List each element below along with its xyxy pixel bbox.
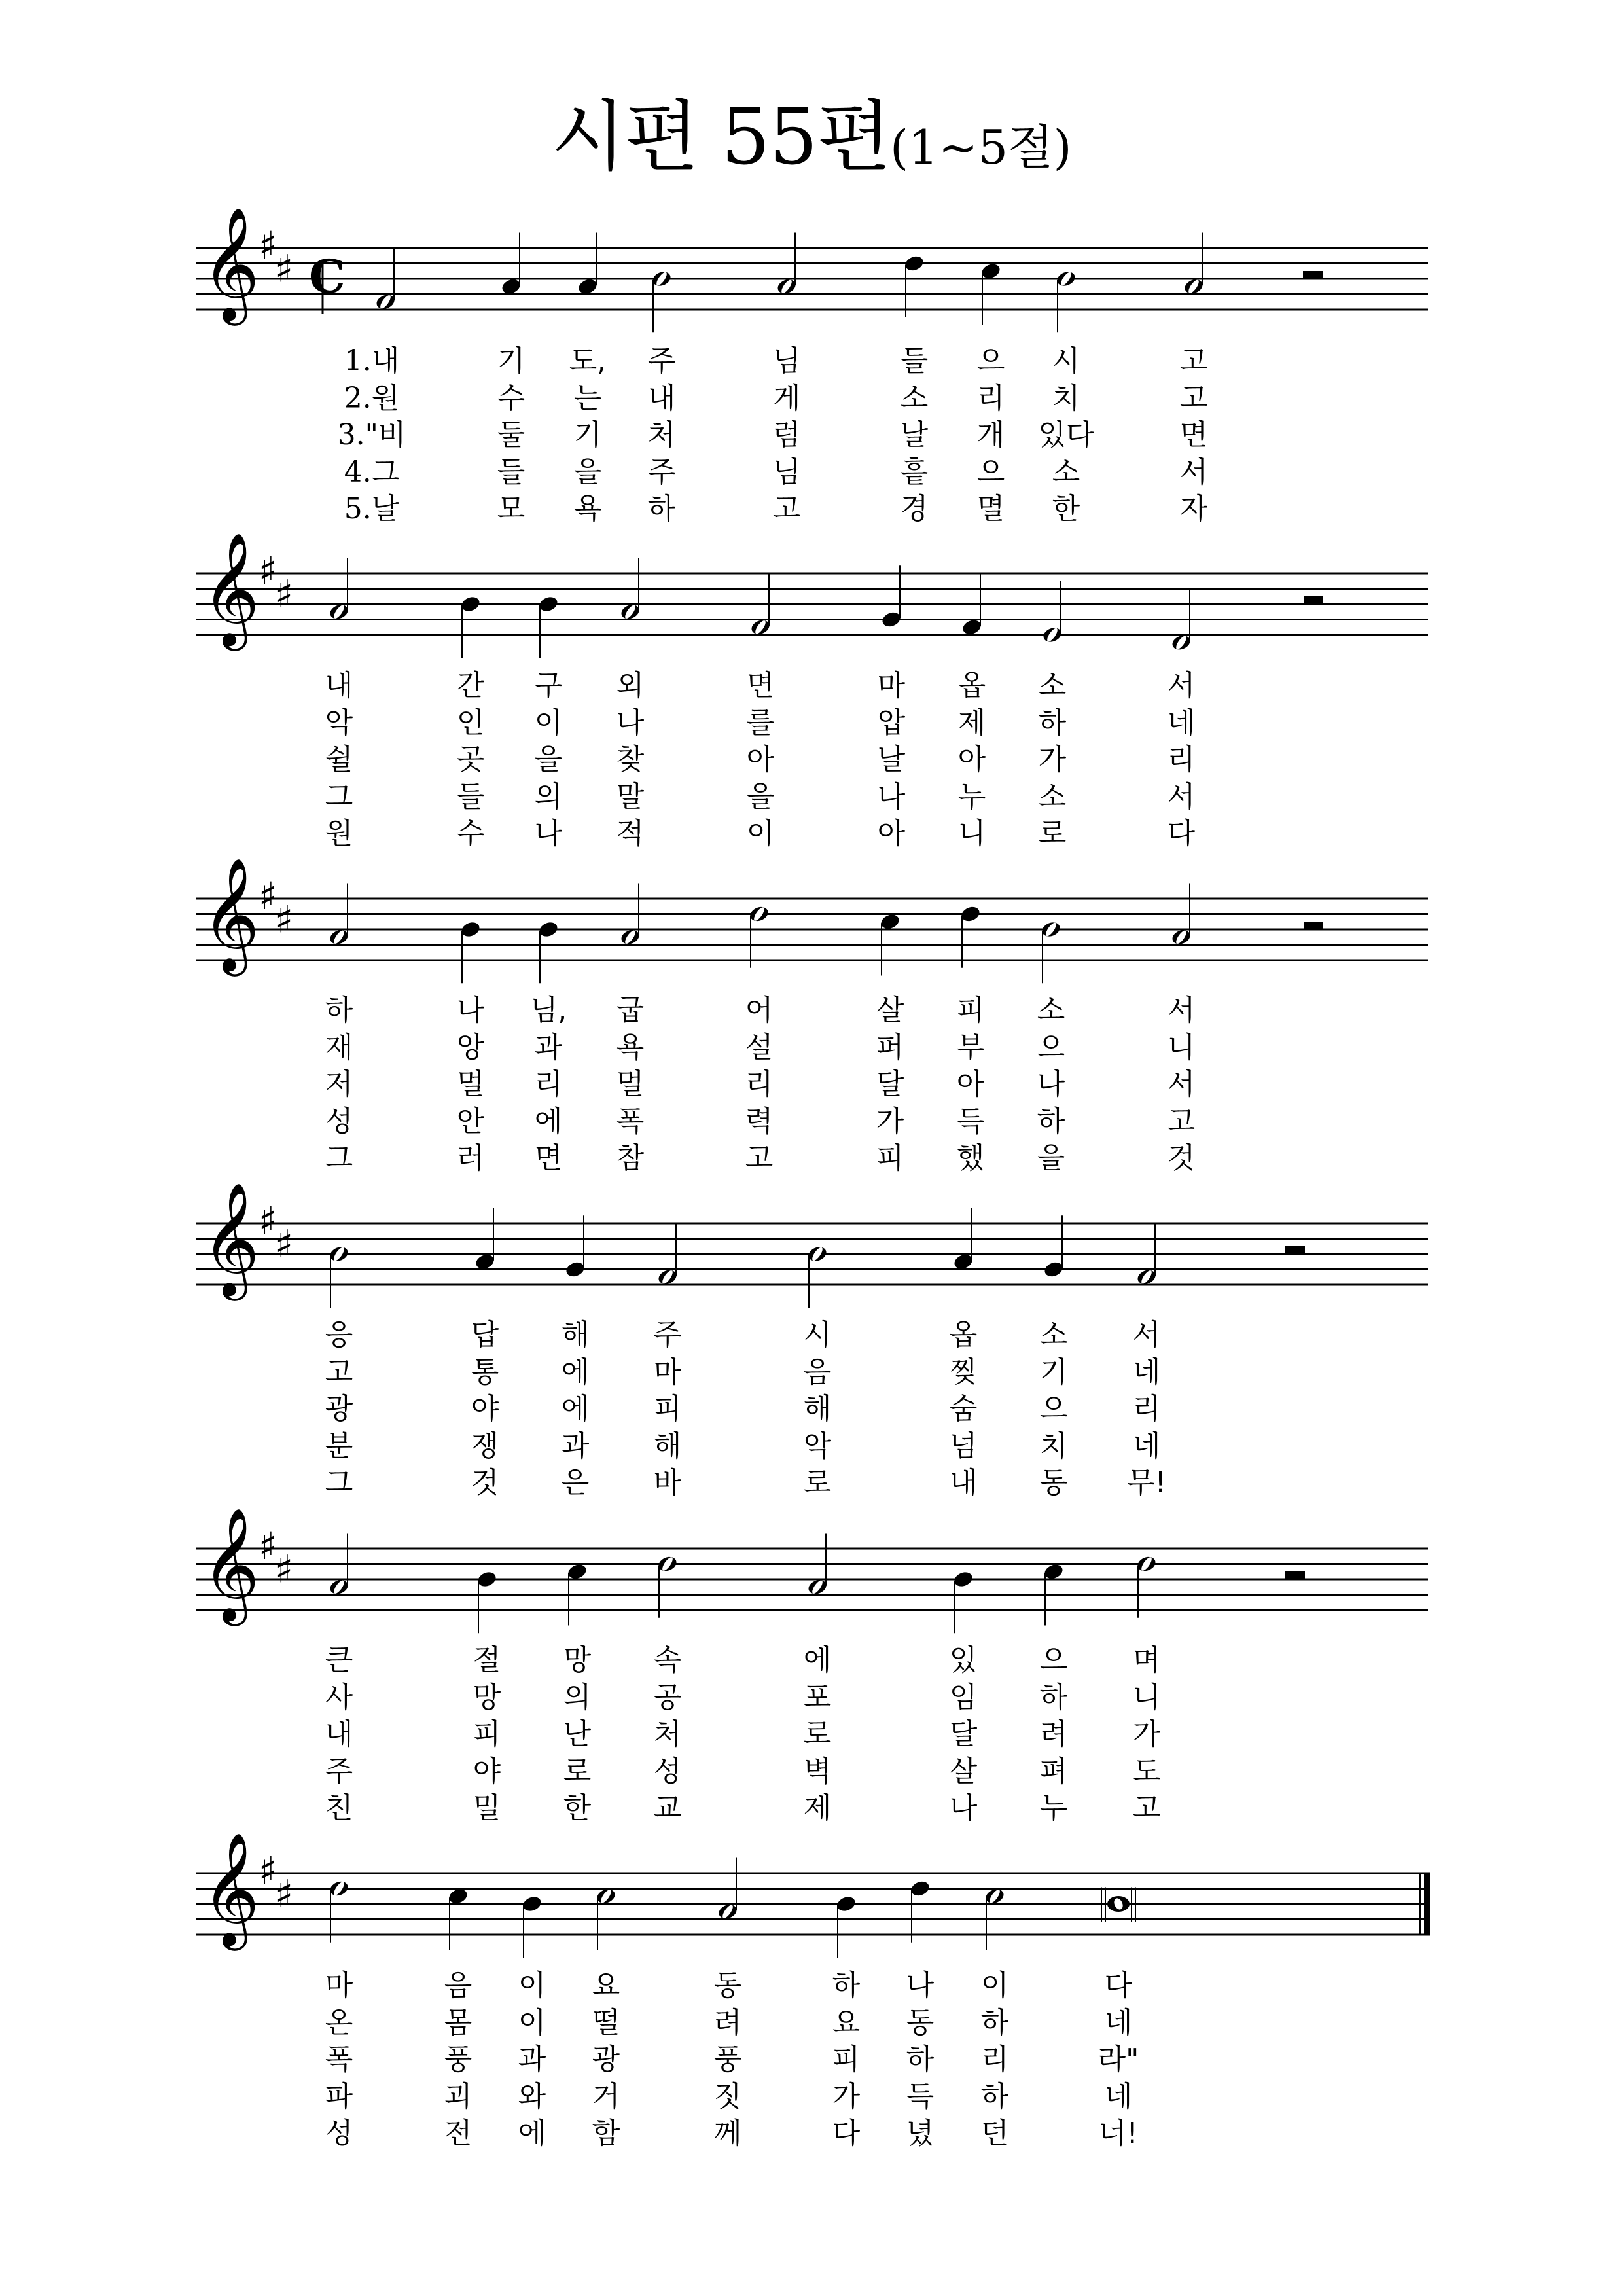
lyric-line-verse-3 [0, 2041, 1623, 2078]
lyric-syllable: 에 [803, 1643, 832, 1677]
sharp-icon: ♯ [275, 1871, 294, 1916]
lyric-syllable: 기 [497, 344, 526, 378]
lyric-syllable: 러 [456, 1141, 485, 1175]
lyric-syllable: 하 [647, 492, 676, 526]
lyric-syllable: 전 [444, 2117, 473, 2150]
lyric-syllable: 성 [325, 1104, 353, 1138]
treble-clef-icon: 𝄞 [202, 1182, 260, 1297]
lyric-syllable: 고 [1132, 1791, 1161, 1825]
lyric-syllable: 가 [1132, 1717, 1161, 1751]
lyric-syllable: 기 [573, 418, 602, 452]
lyric-syllable: 압 [877, 706, 906, 740]
lyric-syllable: 간 [456, 669, 485, 702]
lyric-syllable: 자 [1179, 492, 1208, 526]
verse-number: 2. [344, 381, 372, 415]
lyric-syllable: 그 [325, 1141, 353, 1175]
sharp-icon: ♯ [275, 246, 294, 291]
lyric-syllable: 을 [746, 780, 775, 814]
lyric-syllable: 했 [956, 1141, 985, 1175]
lyric-syllable: 수 [456, 817, 485, 850]
treble-clef-icon: 𝄞 [202, 532, 260, 647]
lyric-syllable: 가 [876, 1104, 904, 1138]
lyric-syllable: 소 [1037, 994, 1065, 1027]
lyric-syllable: 마 [325, 1969, 353, 2002]
lyric-syllable: 친 [325, 1791, 353, 1825]
lyric-syllable: 님, [529, 994, 567, 1027]
lyric-syllable: 퍼 [876, 1030, 904, 1064]
lyric-syllable: 나 [877, 780, 906, 814]
lyric-syllable: 옵 [957, 669, 986, 702]
lyric-syllable: 숨 [949, 1392, 978, 1426]
lyric-syllable: 달 [949, 1717, 978, 1751]
lyric-syllable: 나 [906, 1969, 935, 2002]
lyric-syllable: 폭 [616, 1104, 645, 1138]
lyric-syllable: 쟁 [471, 1429, 499, 1463]
lyric-line-verse-1 [0, 1967, 1623, 2004]
lyric-syllable: 네 [1167, 706, 1196, 740]
lyric-syllable: 처 [653, 1717, 682, 1751]
lyric-syllable: 모 [497, 492, 526, 526]
lyric-syllable: 벽 [803, 1754, 832, 1788]
lyric-syllable: 서 [1167, 1067, 1196, 1101]
lyric-syllable: 악 [325, 706, 353, 740]
lyric-syllable: 득 [956, 1104, 985, 1138]
lyric-syllable: 몸 [444, 2005, 473, 2039]
cut-time-icon: C [309, 249, 346, 304]
lyric-syllable: 을 [534, 743, 563, 776]
lyric-syllable: 임 [949, 1680, 978, 1714]
lyric-syllable: 으 [1037, 1030, 1065, 1064]
lyric-syllable: 말 [616, 780, 645, 814]
sharp-icon: ♯ [275, 1221, 294, 1266]
lyric-syllable: 요 [592, 1969, 620, 2002]
lyric-syllable: 내 [647, 381, 676, 415]
lyric-syllable: 아 [956, 1067, 985, 1101]
lyric-syllable: 광 [592, 2043, 620, 2076]
lyric-syllable: 고 [325, 1355, 353, 1389]
lyric-syllable: 2. 원 [372, 380, 400, 417]
lyric-syllable: 서 [1179, 455, 1208, 489]
lyric-syllable: 3. "비 [365, 417, 406, 454]
lyric-syllable: 리 [745, 1067, 774, 1101]
sharp-icon: ♯ [275, 571, 294, 617]
lyric-syllable: 멸 [976, 492, 1005, 526]
lyric-syllable: 으 [1039, 1392, 1068, 1426]
lyric-syllable: 면 [1179, 418, 1208, 452]
lyric-syllable: 에 [534, 1104, 563, 1138]
lyric-syllable: 야 [473, 1754, 501, 1788]
lyric-syllable: 서 [1167, 780, 1196, 814]
lyric-syllable: 나 [534, 817, 563, 850]
lyric-syllable: 로 [803, 1466, 832, 1499]
lyric-syllable: 나 [616, 706, 645, 740]
lyric-syllable: 큰 [325, 1643, 353, 1677]
lyric-syllable: 하 [1037, 1104, 1065, 1138]
verse-number: 4. [344, 455, 372, 489]
lyric-syllable: 도 [1132, 1754, 1161, 1788]
lyric-syllable: 고 [1167, 1104, 1196, 1138]
lyric-syllable: 에 [561, 1355, 590, 1389]
lyric-syllable: 고 [745, 1141, 774, 1175]
lyric-syllable: 과 [534, 1030, 563, 1064]
lyric-syllable: 밀 [473, 1791, 501, 1825]
lyric-syllable: 1. 내 [372, 343, 400, 380]
lyric-syllable: 소 [1039, 1318, 1068, 1352]
lyric-syllable: 가 [1038, 743, 1067, 776]
lyric-syllable: 소 [1038, 780, 1067, 814]
lyric-syllable: 폭 [325, 2043, 353, 2076]
lyric-syllable: 풍 [444, 2043, 473, 2076]
lyric-syllable: 경 [900, 492, 929, 526]
note-D5 [328, 1879, 349, 1943]
lyric-syllable: 망 [563, 1643, 592, 1677]
lyric-syllable: 니 [1132, 1680, 1161, 1714]
lyric-syllable: 네 [1132, 1429, 1161, 1463]
lyric-syllable: 야 [471, 1392, 499, 1426]
lyric-syllable: 개 [976, 418, 1005, 452]
lyric-syllable: 리 [976, 381, 1005, 415]
lyric-syllable: 파 [325, 2079, 353, 2113]
lyric-syllable: 둘 [497, 418, 526, 452]
lyric-syllable: 하 [980, 2005, 1009, 2039]
lyric-syllable: 나 [949, 1791, 978, 1825]
lyric-syllable: 하 [1039, 1680, 1068, 1714]
lyric-syllable: 들 [900, 344, 929, 378]
sharp-icon: ♯ [275, 1547, 294, 1592]
lyric-syllable: 들 [456, 780, 485, 814]
lyric-syllable: 제 [957, 706, 986, 740]
lyric-syllable: 력 [745, 1104, 774, 1138]
treble-clef-icon: 𝄞 [202, 1832, 260, 1946]
lyric-syllable: 그 [325, 780, 353, 814]
lyric-syllable: 려 [1039, 1717, 1068, 1751]
lyric-syllable: 날 [900, 418, 929, 452]
lyric-syllable: 로 [1038, 817, 1067, 850]
lyric-syllable: 짓 [713, 2079, 742, 2113]
final-barline [1424, 1873, 1430, 1936]
lyric-syllable: 사 [325, 1680, 353, 1714]
lyric-syllable: 적 [616, 817, 645, 850]
lyric-syllable: 하 [832, 1969, 861, 2002]
note-B4 [521, 1894, 543, 1958]
lyric-syllable: 로 [563, 1754, 592, 1788]
lyric-syllable: 다 [1104, 1969, 1133, 2002]
lyric-syllable: 무! [1126, 1466, 1167, 1499]
lyric-syllable: 음 [444, 1969, 473, 2002]
lyric-syllable: 이 [534, 706, 563, 740]
lyric-syllable: 쉴 [325, 743, 353, 776]
lyric-syllable: 교 [653, 1791, 682, 1825]
lyric-syllable: 럼 [772, 418, 801, 452]
lyric-syllable: 니 [1167, 1030, 1196, 1064]
lyric-syllable: 찾 [616, 743, 645, 776]
lyric-syllable: 동 [713, 1969, 742, 2002]
sharp-icon: ♯ [259, 548, 277, 593]
lyric-syllable: 주 [325, 1754, 353, 1788]
lyric-syllable: 내 [949, 1466, 978, 1499]
lyric-syllable: 아 [957, 743, 986, 776]
lyric-syllable: 득 [906, 2079, 935, 2113]
lyric-syllable: 서 [1167, 669, 1196, 702]
verse-number: 3. [337, 418, 365, 452]
lyric-syllable: 과 [518, 2043, 546, 2076]
lyric-syllable: 녔 [906, 2117, 935, 2150]
verse-number: 5. [344, 492, 372, 526]
lyric-syllable: 한 [1052, 492, 1080, 526]
lyric-syllable: 속 [653, 1643, 682, 1677]
sharp-icon: ♯ [259, 1198, 277, 1243]
lyric-syllable: 욕 [616, 1030, 645, 1064]
treble-clef-icon: 𝄞 [202, 1507, 260, 1622]
lyric-syllable: 리 [980, 2043, 1009, 2076]
lyric-syllable: 피 [473, 1717, 501, 1751]
lyric-syllable: 에 [561, 1392, 590, 1426]
lyric-syllable: 서 [1132, 1318, 1161, 1352]
lyric-syllable: 도, [569, 344, 607, 378]
staff-lines [196, 1873, 1428, 1935]
lyric-syllable: 하 [980, 2079, 1009, 2113]
lyric-syllable: 해 [653, 1429, 682, 1463]
lyric-syllable: 서 [1167, 994, 1196, 1027]
lyric-syllable: 으 [976, 455, 1005, 489]
lyric-syllable: 통 [471, 1355, 499, 1389]
lyric-syllable: 앙 [456, 1030, 485, 1064]
lyric-syllable: 괴 [444, 2079, 473, 2113]
lyric-line-verse-2 [0, 2005, 1623, 2041]
lyric-syllable: 구 [534, 669, 563, 702]
lyric-syllable: 설 [745, 1030, 774, 1064]
lyric-syllable: 님 [772, 455, 801, 489]
lyric-syllable: 이 [518, 1969, 546, 2002]
lyric-syllable: 마 [653, 1355, 682, 1389]
lyric-syllable: 절 [473, 1643, 501, 1677]
lyric-syllable: 4. 그 [372, 454, 400, 491]
lyric-syllable: 기 [1039, 1355, 1068, 1389]
lyric-syllable: 면 [746, 669, 775, 702]
sharp-icon: ♯ [259, 874, 277, 918]
note-D5 [909, 1879, 931, 1943]
lyric-syllable: 와 [518, 2079, 546, 2113]
sharp-icon: ♯ [259, 1524, 277, 1568]
lyric-syllable: 으 [1039, 1643, 1068, 1677]
lyric-syllable: 로 [803, 1717, 832, 1751]
lyric-syllable: 이 [980, 1969, 1009, 2002]
lyric-syllable: 리 [1167, 743, 1196, 776]
lyric-syllable: 으 [976, 344, 1005, 378]
lyric-syllable: 함 [592, 2117, 620, 2150]
lyric-syllable: 수 [497, 381, 526, 415]
lyric-syllable: 처 [647, 418, 676, 452]
lyric-syllable: 나 [1037, 1067, 1065, 1101]
lyric-syllable: 마 [877, 669, 906, 702]
lyric-syllable: 멀 [456, 1067, 485, 1101]
lyric-syllable: 외 [616, 669, 645, 702]
lyric-syllable: 망 [473, 1680, 501, 1714]
lyric-syllable: 피 [832, 2043, 861, 2076]
lyric-syllable: 치 [1052, 381, 1080, 415]
lyric-syllable: 네 [1104, 2005, 1133, 2039]
lyric-syllable: 동 [906, 2005, 935, 2039]
lyric-syllable: 피 [956, 994, 985, 1027]
lyric-syllable: 음 [803, 1355, 832, 1389]
lyric-syllable: 주 [647, 344, 676, 378]
lyric-syllable: 니 [957, 817, 986, 850]
lyric-syllable: 리 [1132, 1392, 1161, 1426]
lyric-syllable: 다 [832, 2117, 861, 2150]
lyric-syllable: 동 [1039, 1466, 1068, 1499]
lyric-syllable: 시 [803, 1318, 832, 1352]
lyric-syllable: 주 [653, 1318, 682, 1352]
lyric-syllable: 피 [653, 1392, 682, 1426]
lyric-syllable: 찢 [949, 1355, 978, 1389]
lyric-syllable: 옵 [949, 1318, 978, 1352]
lyric-syllable: 살 [949, 1754, 978, 1788]
lyric-syllable: 분 [325, 1429, 353, 1463]
lyric-syllable: 누 [957, 780, 986, 814]
lyric-syllable: 시 [1052, 344, 1080, 378]
lyric-syllable: 소 [1038, 669, 1067, 702]
lyric-syllable: 풍 [713, 2043, 742, 2076]
lyric-syllable: 부 [956, 1030, 985, 1064]
lyric-syllable: 며 [1132, 1643, 1161, 1677]
treble-clef-icon: 𝄞 [202, 857, 260, 972]
lyric-syllable: 제 [803, 1791, 832, 1825]
lyric-syllable: 내 [325, 669, 353, 702]
lyric-syllable: 의 [563, 1680, 592, 1714]
lyric-syllable: 해 [803, 1392, 832, 1426]
lyric-syllable: 답 [471, 1318, 499, 1352]
lyric-syllable: 가 [832, 2079, 861, 2113]
lyric-syllable: 피 [876, 1141, 904, 1175]
lyric-syllable: 달 [876, 1067, 904, 1101]
lyric-syllable: 리 [534, 1067, 563, 1101]
lyric-syllable: 는 [573, 381, 602, 415]
lyric-syllable: 5. 날 [372, 491, 400, 528]
title-main: 시편 55편 [551, 92, 890, 182]
lyric-syllable: 면 [534, 1141, 563, 1175]
lyric-syllable: 한 [563, 1791, 592, 1825]
lyric-syllable: 에 [518, 2117, 546, 2150]
lyric-syllable: 것 [471, 1466, 499, 1499]
lyric-line-verse-4 [0, 2079, 1623, 2115]
lyric-syllable: 나 [456, 994, 485, 1027]
lyric-syllable: 난 [563, 1717, 592, 1751]
lyric-syllable: 려 [713, 2005, 742, 2039]
lyric-syllable: 라" [1097, 2043, 1139, 2076]
lyric-syllable: 들 [497, 455, 526, 489]
lyric-syllable: 고 [772, 492, 801, 526]
lyric-syllable: 주 [647, 455, 676, 489]
lyric-syllable: 흩 [900, 455, 929, 489]
lyric-syllable: 떨 [592, 2005, 620, 2039]
verse-number: 1. [344, 344, 372, 378]
lyric-syllable: 저 [325, 1067, 353, 1101]
title-verses: (1~5절) [889, 120, 1072, 175]
lyric-syllable: 곳 [456, 743, 485, 776]
sharp-icon: ♯ [259, 223, 277, 268]
lyric-syllable: 을 [573, 455, 602, 489]
lyric-syllable: 누 [1039, 1791, 1068, 1825]
lyric-syllable: 이 [518, 2005, 546, 2039]
lyric-syllable: 응 [325, 1318, 353, 1352]
lyric-syllable: 소 [900, 381, 929, 415]
lyric-syllable: 던 [980, 2117, 1009, 2150]
lyric-syllable: 펴 [1039, 1754, 1068, 1788]
lyric-line-verse-5 [0, 2115, 1623, 2152]
lyric-syllable: 있 [949, 1643, 978, 1677]
lyric-syllable: 공 [653, 1680, 682, 1714]
lyric-syllable: 바 [653, 1466, 682, 1499]
lyric-syllable: 네 [1132, 1355, 1161, 1389]
lyric-syllable: 이 [746, 817, 775, 850]
lyric-syllable: 소 [1052, 455, 1080, 489]
lyric-syllable: 다 [1167, 817, 1196, 850]
lyric-syllable: 있다 [1038, 418, 1094, 452]
lyric-syllable: 은 [561, 1466, 590, 1499]
lyric-syllable: 광 [325, 1392, 353, 1426]
lyric-syllable: 날 [877, 743, 906, 776]
lyric-syllable: 재 [325, 1030, 353, 1064]
lyric-syllable: 살 [876, 994, 904, 1027]
treble-clef-icon: 𝄞 [202, 207, 260, 321]
lyric-syllable: 성 [325, 2117, 353, 2150]
lyric-syllable: 의 [534, 780, 563, 814]
lyric-syllable: 하 [325, 994, 353, 1027]
lyric-syllable: 안 [456, 1104, 485, 1138]
lyric-syllable: 고 [1179, 344, 1208, 378]
lyric-syllable: 치 [1039, 1429, 1068, 1463]
lyric-syllable: 굽 [616, 994, 645, 1027]
lyric-syllable: 과 [561, 1429, 590, 1463]
lyric-syllable: 어 [745, 994, 774, 1027]
lyric-syllable: 욕 [573, 492, 602, 526]
lyric-syllable: 네 [1104, 2079, 1133, 2113]
lyric-syllable: 를 [746, 706, 775, 740]
lyric-syllable: 그 [325, 1466, 353, 1499]
note-B4 [835, 1894, 857, 1958]
lyric-syllable: 너! [1098, 2117, 1139, 2150]
lyric-syllable: 멀 [616, 1067, 645, 1101]
lyric-syllable: 인 [456, 706, 485, 740]
lyric-syllable: 게 [772, 381, 801, 415]
lyric-syllable: 온 [325, 2005, 353, 2039]
lyric-syllable: 하 [1038, 706, 1067, 740]
lyric-syllable: 요 [832, 2005, 861, 2039]
lyric-syllable: 님 [772, 344, 801, 378]
lyric-syllable: 포 [803, 1680, 832, 1714]
lyric-syllable: 고 [1179, 381, 1208, 415]
lyric-syllable: 원 [325, 817, 353, 850]
sharp-icon: ♯ [259, 1848, 277, 1893]
lyric-syllable: 께 [713, 2117, 742, 2150]
lyric-syllable: 을 [1037, 1141, 1065, 1175]
lyric-syllable: 악 [803, 1429, 832, 1463]
lyric-syllable: 하 [906, 2043, 935, 2076]
lyric-syllable: 거 [592, 2079, 620, 2113]
lyric-syllable: 넘 [949, 1429, 978, 1463]
sharp-icon: ♯ [275, 897, 294, 942]
lyric-syllable: 성 [653, 1754, 682, 1788]
lyric-syllable: 것 [1167, 1141, 1196, 1175]
lyric-syllable: 아 [877, 817, 906, 850]
lyric-syllable: 참 [616, 1141, 645, 1175]
lyric-syllable: 아 [746, 743, 775, 776]
lyric-syllable: 해 [561, 1318, 590, 1352]
lyric-syllable: 내 [325, 1717, 353, 1751]
